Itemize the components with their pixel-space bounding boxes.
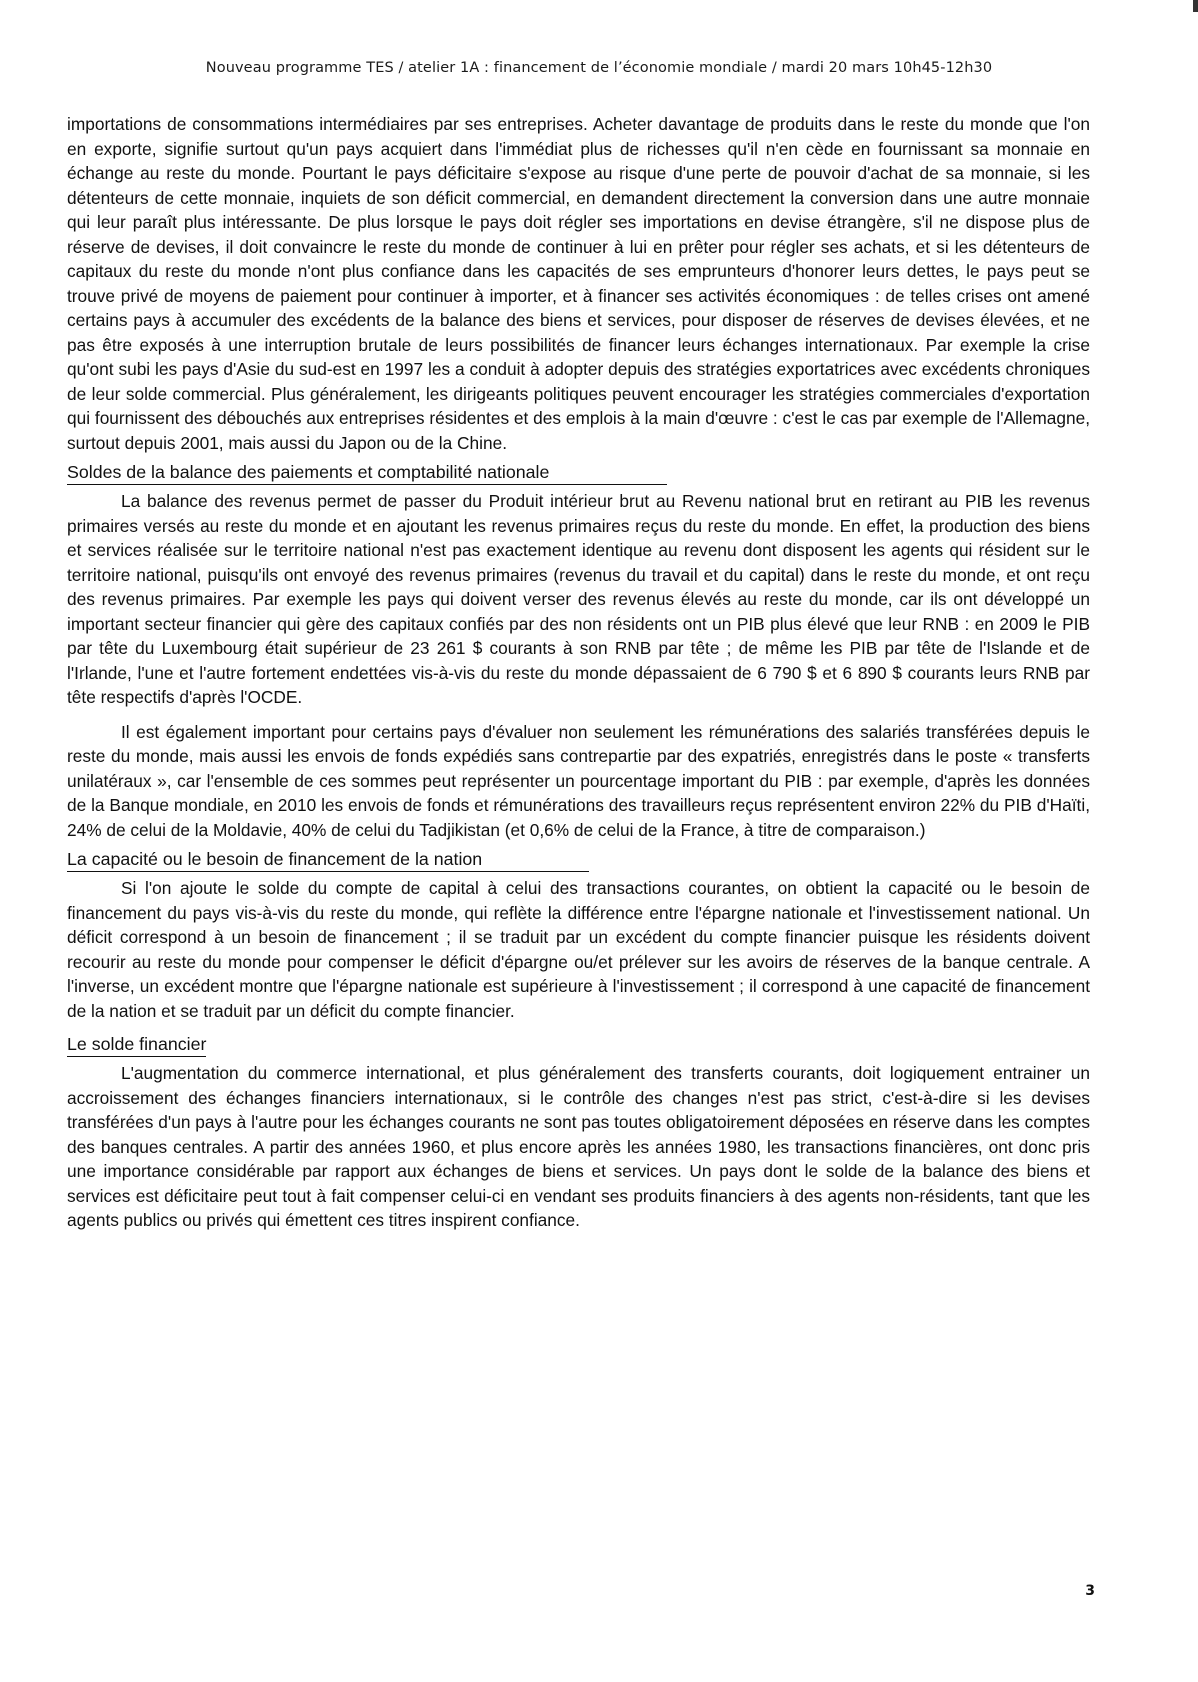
page-number: 3 [1085, 1583, 1095, 1599]
section-heading-wrap [67, 460, 1090, 485]
section-heading-wrap [67, 1032, 1090, 1057]
document-body [67, 112, 1090, 1233]
section-heading-solde-financier: Le solde financier [67, 1032, 206, 1057]
paragraph-importations: importations de consommations intermédiaires par ses entreprises. Acheter davantage de produits dans le reste du monde que l'on en exporte, signifie surtout qu'un pays acquiert dans l'immédiat plus de richesses qu'il n'en cède en fournissant sa monnaie en échange au reste du monde. Pourtant le pays déficitaire s'expose au risque d'une perte de pouvoir d'achat de sa monnaie, si les détenteurs de cette monnaie, inquiets de son déficit commercial, en demandent directement la conversion dans une autre monnaie qui leur paraît plus intéressante. De plus lorsque le pays doit régler ses importations en devise étrangère, s'il ne dispose plus de réserve de devises, il doit convaincre le reste du monde de continuer à lui en prêter pour régler ses achats, et si les détenteurs de capitaux du reste du monde n'ont plus confiance dans les capacités de ses emprunteurs d'honorer leurs dettes, le pays peut se trouve privé de moyens de paiement pour continuer à importer, et à financer ses activités économiques : de telles crises ont amené certains pays à accumuler des excédents de la balance des biens et services, pour disposer de réserves de devises élevées, et ne pas être exposés à une interruption brutale de leurs possibilités de financer leurs échanges internationaux. Par exemple la crise qu'ont subi les pays d'Asie du sud-est en 1997 les a conduit à adopter depuis des stratégies exportatrices avec excédents chroniques de leur solde commercial. Plus généralement, les dirigeants politiques peuvent encourager les stratégies commerciales d'exportation qui fournissent des débouchés aux entreprises résidentes et des emplois à la main d'œuvre : c'est le cas par exemple de l'Allemagne, surtout depuis 2001, mais aussi du Japon ou de la Chine. [67, 114, 1090, 453]
paragraph-transferts: Il est également important pour certains pays d'évaluer non seulement les rémunérations des salariés transférées depuis le reste du monde, mais aussi les envois de fonds expédiés sans contrepartie par des expatriés, enregistrés dans le poste « transferts unilatéraux », car l'ensemble de ces sommes peut représenter un pourcentage important du PIB : par exemple, d'après les données de la Banque mondiale, en 2010 les envois de fonds et rémunérations des travailleurs reçus représentent environ 22% du PIB d'Haïti, 24% de celui de la Moldavie, 40% de celui du Tadjikistan (et 0,6% de celui de la France, à titre de comparaison.) [67, 721, 1090, 840]
paragraph-capacite-besoin: Si l'on ajoute le solde du compte de capital à celui des transactions courantes, on obtient la capacité ou le besoin de financement du pays vis-à-vis du reste du monde, qui reflète la différence entre l'épargne nationale et l'investissement national. Un déficit correspond à un besoin de financement ; il se traduit par un excédent du compte financier puisque les résidents doivent recourir au reste du monde pour compenser le déficit d'épargne ou/et prélever sur les avoirs de réserves de la banque centrale. A l'inverse, un excédent montre que l'épargne nationale est supérieure à l'investissement ; il correspond à une capacité de financement de la nation et se traduit par un déficit du compte financier. [67, 878, 1090, 1021]
scan-edge-mark [1193, 0, 1198, 12]
paragraph-balance-revenus: La balance des revenus permet de passer du Produit intérieur brut au Revenu national brut en retirant au PIB les revenus primaires versés au reste du monde et en ajoutant les revenus primaires reçus du reste du monde. En effet, la production des biens et services réalisée sur le territoire national n'est pas exactement identique au revenu dont disposent les agents qui résident sur le territoire national, puisqu'ils ont envoyé des revenus primaires (revenus du travail et du capital) dans le reste du monde, et ont reçu des revenus primaires. Par exemple les pays qui doivent verser des revenus élevés au reste du monde, car ils ont développé un important secteur financier qui gère des capitaux confiés par des non résidents ont un PIB plus élevé que leur RNB : en 2009 le PIB par tête du Luxembourg était supérieur de 23 261 $ courants à son RNB par tête ; de même les PIB par tête de l'Islande et de l'Irlande, l'une et l'autre fortement endettées vis-à-vis du reste du monde dépassaient de 6 790 $ et 6 890 $ courants leurs RNB par tête respectifs d'après l'OCDE. [67, 491, 1090, 707]
page-header: Nouveau programme TES / atelier 1A : financement de l’économie mondiale / mardi 20 mars 10h45-12h30 [205, 60, 993, 76]
section-heading-capacite: La capacité ou le besoin de financement de la nation [67, 847, 589, 872]
section-heading-wrap [67, 847, 1090, 872]
paragraph-solde-financier: L'augmentation du commerce international, et plus généralement des transferts courants, doit logiquement entrainer un accroissement des échanges financiers internationaux, si le contrôle des changes n'est pas strict, c'est-à-dire si les devises transférées d'un pays à l'autre pour les échanges courants ne sont pas toutes obligatoirement déposées en réserve dans les comptes des banques centrales. A partir des années 1960, et plus encore après les années 1980, les transactions financières, ont donc pris une importance considérable par rapport aux échanges de biens et services. Un pays dont le solde de la balance des biens et services est déficitaire peut tout à fait compenser celui-ci en vendant ses produits financiers à des agents non-résidents, tant que les agents publics ou privés qui émettent ces titres inspirent confiance. [67, 1063, 1090, 1230]
section-heading-soldes: Soldes de la balance des paiements et comptabilité nationale [67, 460, 667, 485]
